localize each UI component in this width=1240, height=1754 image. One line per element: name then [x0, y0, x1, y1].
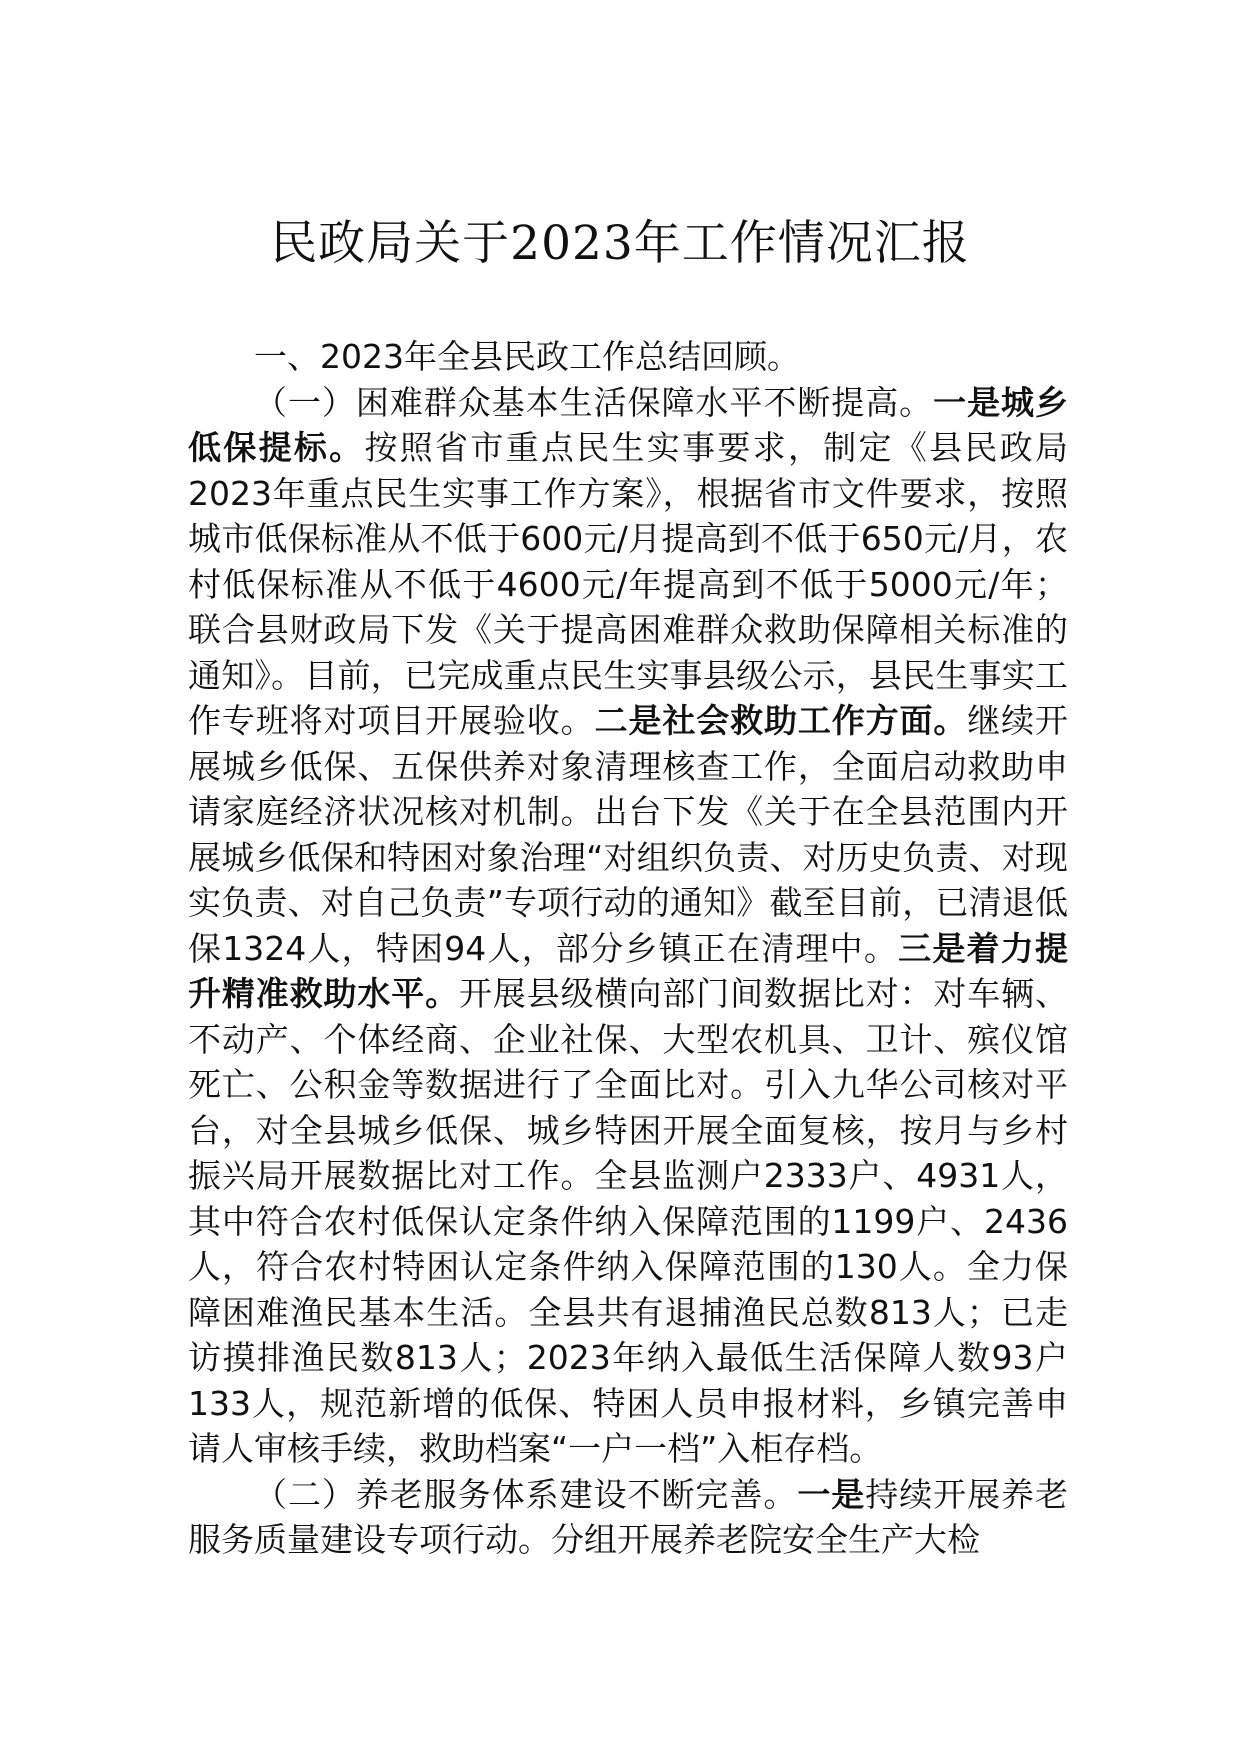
- paragraph-basic-living-security: [188, 380, 1068, 1472]
- point-title: 一是: [797, 1474, 866, 1514]
- point-title: 三是着力提升精准救助水平。: [188, 928, 1068, 1013]
- point-text: 持续开展养老服务质量建设专项行动。分组开展养老院安全生产大检: [188, 1474, 1069, 1559]
- point-text: 继续开展城乡低保、五保供养对象清理核查工作，全面启动救助申请家庭经济状况核对机制。出台下发《关于在全县范围内开展城乡低保和特困对象治理“对组织负责、对历史负责、对现实负责、对自己负责”专项行动的通知》截至目前，已清退低保1324人，特困94人，部分乡镇正在清理中。: [188, 701, 1069, 968]
- document-body: [188, 334, 1068, 1563]
- paragraph-lead: （二）养老服务体系建设不断完善。: [254, 1474, 798, 1514]
- point-text: 按照省市重点民生实事要求，制定《县民政局2023年重点民生实事工作方案》，根据省市文件要求，按照城市低保标准从不低于600元/月提高到不低于650元/月，农村低保标准从不低于4600元/年提高到不低于5000元/年；联合县财政局下发《关于提高困难群众救助保障相关标准的通知》。目前，已完成重点民生实事县级公示，县民生事实工作专班将对项目开展验收。: [188, 428, 1069, 740]
- point-title: 二是社会救助工作方面。: [594, 701, 968, 740]
- paragraph-elderly-services: [188, 1472, 1068, 1563]
- paragraph-lead: （一）困难群众基本生活保障水平不断提高。: [254, 382, 934, 422]
- section-heading: 一、2023年全县民政工作总结回顾。: [254, 337, 800, 376]
- document-title: 民政局关于2023年工作情况汇报: [270, 216, 970, 271]
- point-title: 一是城乡低保提标。: [188, 382, 1069, 467]
- point-text: 开展县级横向部门间数据比对：对车辆、不动产、个体经商、企业社保、大型农机具、卫计、殡仪馆死亡、公积金等数据进行了全面比对。引入九华公司核对平台，对全县城乡低保、城乡特困开展全面复核，按月与乡村振兴局开展数据比对工作。全县监测户2333户、4931人，其中符合农村低保认定条件纳入保障范围的1199户、2436人，符合农村特困认定条件纳入保障范围的130人。全力保障困难渔民基本生活。全县共有退捕渔民总数813人；已走访摸排渔民数813人；2023年纳入最低生活保障人数93户133人，规范新增的低保、特困人员申报材料，乡镇完善申请人审核手续，救助档案“一户一档”入柜存档。: [188, 974, 1069, 1468]
